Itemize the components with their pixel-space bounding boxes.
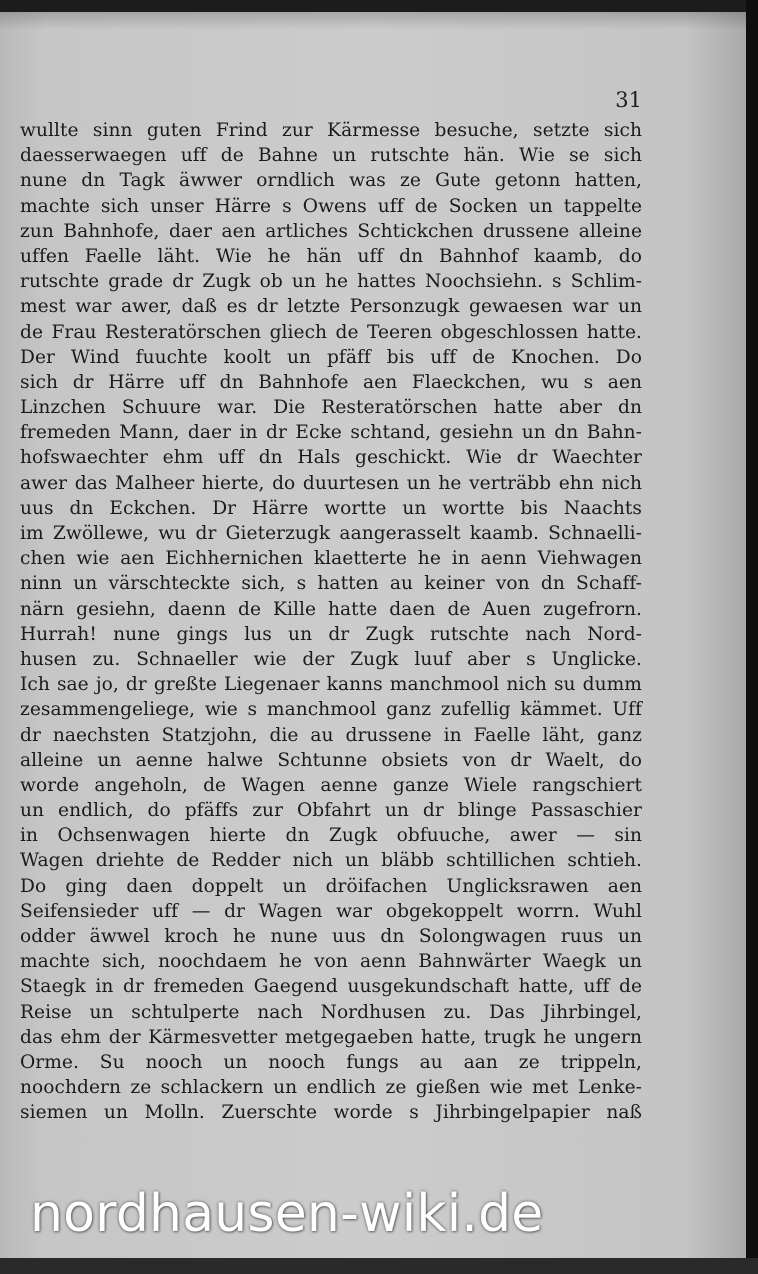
text-line: awer das Malheer hierte, do duurtesen un he verträbb ehn nich (20, 472, 642, 494)
text-line: Ich sae jo, dr greßte Liegenaer kanns manchmool nich su dumm (20, 674, 642, 696)
text-line: de Frau Resteratörschen gliech de Teeren obgeschlossen hatte. (20, 321, 642, 343)
text-line: rutschte grade dr Zugk ob un he hattes Noochsiehn. s Schlim- (20, 271, 642, 293)
scan-bottom-edge (0, 1258, 758, 1274)
page-top-shadow (0, 12, 746, 30)
text-line: un endlich, do pfäffs zur Obfahrt un dr blinge Passaschier (20, 800, 642, 822)
text-line: husen zu. Schnaeller wie der Zugk luuf aber s Unglicke. (20, 648, 642, 670)
text-line: wullte sinn guten Frind zur Kärmesse besuche, setzte sich (20, 120, 642, 141)
text-line: Hurrah! nune gings lus un dr Zugk rutschte nach Nord- (20, 623, 642, 645)
text-line: mest war awer, daß es dr letzte Personzugk gewaesen war un (20, 296, 642, 318)
text-line: chen wie aen Eichhernichen klaetterte he in aenn Viehwagen (20, 548, 642, 570)
text-line: noochdern ze schlackern un endlich ze gießen wie met Lenke- (20, 1077, 642, 1099)
text-line: zun Bahnhofe, daer aen artliches Schtickchen drussene alleine (20, 220, 642, 242)
scanned-book-page (0, 12, 746, 1258)
text-line: uffen Faelle läht. Wie he hän uff dn Bahnhof kaamb, do (20, 245, 642, 267)
text-line: in Ochsenwagen hierte dn Zugk obfuuche, awer — sin (20, 825, 642, 847)
site-watermark: nordhausen-wiki.de (30, 1184, 544, 1244)
text-line: dr naechsten Statzjohn, die au drussene in Faelle läht, ganz (20, 724, 642, 746)
text-line: uus dn Eckchen. Dr Härre wortte un wortte bis Naachts (20, 497, 642, 519)
text-line: machte sich, noochdaem he von aenn Bahnwärter Waegk un (20, 951, 642, 973)
text-line: zesammengeliege, wie s manchmool ganz zufellig kämmet. Uff (20, 699, 642, 721)
text-line: worde angeholn, de Wagen aenne ganze Wiele rangschiert (20, 774, 642, 796)
text-line: siemen un Molln. Zuerschte worde s Jihrbingelpapier naß (20, 1102, 642, 1124)
text-line: Orme. Su nooch un nooch fungs au aan ze trippeln, (20, 1051, 642, 1073)
text-line: odder äwwel kroch he nune uus dn Solongwagen ruus un (20, 926, 642, 947)
text-line: Wagen driehte de Redder nich un bläbb schtillichen schtieh. (20, 850, 642, 872)
text-line: das ehm der Kärmesvetter metgegaeben hatte, trugk he ungern (20, 1026, 642, 1048)
text-line: daesserwaegen uff de Bahne un rutschte hän. Wie se sich (20, 145, 642, 167)
text-line: närn gesiehn, daenn de Kille hatte daen de Auen zugefrorn. (20, 598, 642, 620)
text-line: Staegk in dr fremeden Gaegend uusgekundschaft hatte, uff de (20, 976, 642, 998)
text-line: ninn un värschteckte sich, s hatten au keiner von dn Schaff- (20, 573, 642, 595)
text-line: Linzchen Schuure war. Die Resteratörschen hatte aber dn (20, 397, 642, 419)
text-line: Reise un schtulperte nach Nordhusen zu. Das Jihrbingel, (20, 1001, 642, 1023)
text-line: nune dn Tagk äwwer orndlich was ze Gute getonn hatten, (20, 170, 642, 192)
text-line: Seifensieder uff — dr Wagen war obgekoppelt worrn. Wuhl (20, 900, 642, 922)
text-line: fremeden Mann, daer in dr Ecke schtand, gesiehn un dn Bahn- (20, 422, 642, 444)
text-line: hofswaechter ehm uff dn Hals geschickt. Wie dr Waechter (20, 447, 642, 469)
text-line: Do ging daen doppelt un dröifachen Unglicksrawen aen (20, 875, 642, 897)
body-text (20, 118, 642, 1126)
text-line: sich dr Härre uff dn Bahnhofe aen Flaeckchen, wu s aen (20, 371, 642, 393)
page-number: 31 (615, 88, 642, 112)
text-line: alleine un aenne halwe Schtunne obsiets von dr Waelt, do (20, 749, 642, 771)
text-line: im Zwöllewe, wu dr Gieterzugk aangerasselt kaamb. Schnaelli- (20, 523, 642, 544)
scan-right-edge (746, 0, 758, 1274)
text-line: Der Wind fuuchte koolt un pfäff bis uff de Knochen. Do (20, 346, 642, 368)
text-line: machte sich unser Härre s Owens uff de Socken un tappelte (20, 195, 642, 217)
